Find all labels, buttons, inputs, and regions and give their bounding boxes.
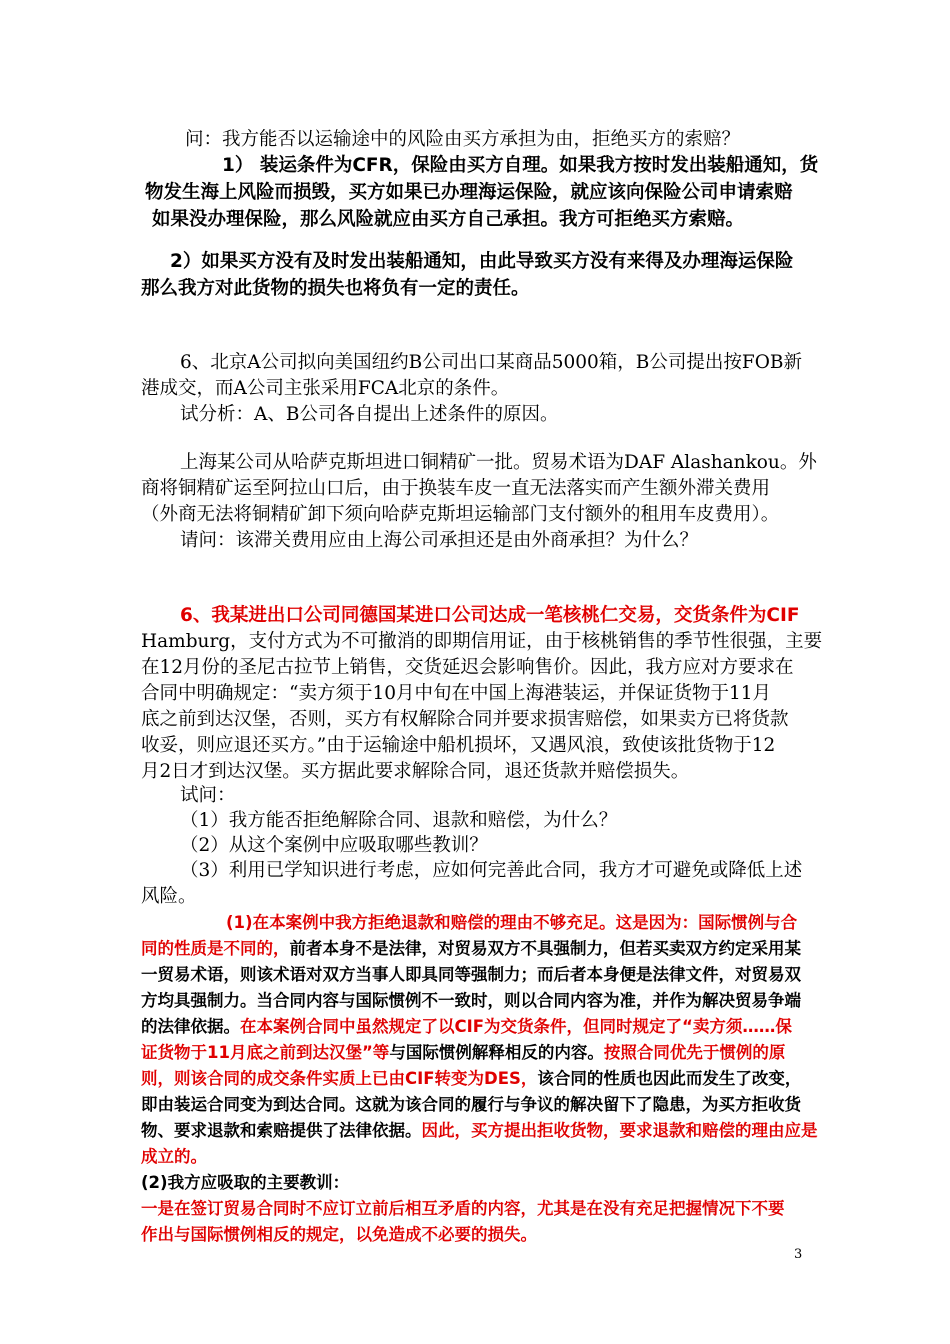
case-line: （1）我方能否拒绝解除合同、退款和赔偿，为什么？ <box>180 810 618 831</box>
answer-span: 按照合同优先于惯例的原 <box>603 1043 786 1062</box>
case-line: 在12月份的圣尼古拉节上销售，交货延迟会影响售价。因此，我方应对方要求在 <box>141 657 794 678</box>
case-line: 试问： <box>180 785 236 806</box>
case-line: （2）从这个案例中应吸取哪些教训？ <box>180 835 488 856</box>
case-line: 月2日才到达汉堡。买方据此要求解除合同，退还货款并赔偿损失。 <box>141 761 690 782</box>
answer-line: 成立的。 <box>141 1147 207 1166</box>
answer-span: 物、要求退款和索赔提供了法律依据。 <box>141 1121 422 1140</box>
question-line: 问：我方能否以运输途中的风险由买方承担为由，拒绝买方的索赔？ <box>185 129 741 150</box>
case-line: 试分析：A、B公司各自提出上述条件的原因。 <box>180 404 559 425</box>
case-line: （3）利用已学知识进行考虑，应如何完善此合同，我方才可避免或降低上述 <box>180 860 803 881</box>
answer-line: 方均具强制力。当合同内容与国际惯例不一致时，则以合同内容为准，并作为解决贸易争端 <box>141 991 801 1010</box>
case-line: （外商无法将铜精矿卸下须向哈萨克斯坦运输部门支付额外的租用车皮费用）。 <box>141 504 780 525</box>
case-line: 港成交，而A公司主张采用FCA北京的条件。 <box>141 378 510 399</box>
answer-span: 该合同的性质也因此而发生了改变， <box>537 1069 802 1088</box>
case-heading: 6、我某进出口公司同德国某进口公司达成一笔核桃仁交易，交货条件为CIF <box>180 605 800 626</box>
answer-line <box>141 1041 785 1065</box>
answer-line: (2)我方应吸取的主要教训： <box>141 1173 350 1192</box>
case-line: 风险。 <box>141 886 197 907</box>
answer-span: 前者本身不是法律，对贸易双方不具强制力，但若买卖双方约定采用某 <box>289 939 801 958</box>
answer-span: 的法律依据。 <box>141 1017 240 1036</box>
answer-line: 一是在签订贸易合同时不应订立前后相互矛盾的内容，尤其是在没有充足把握情况下不要 <box>141 1199 785 1218</box>
answer-line <box>141 1067 801 1091</box>
answer-span: 证货物于11月底之前到达汉堡”等 <box>141 1043 390 1062</box>
case-line: 商将铜精矿运至阿拉山口后，由于换装车皮一直无法落实而产生额外滞关费用 <box>141 478 771 499</box>
answer-span: 同的性质是不同的， <box>141 939 290 958</box>
answer-line: (1)在本案例中我方拒绝退款和赔偿的理由不够充足。这是因为：国际惯例与合 <box>226 913 798 932</box>
answer-span: 与国际惯例解释相反的内容。 <box>389 1043 604 1062</box>
case-line: 6、北京A公司拟向美国纽约B公司出口某商品5000箱，B公司提出按FOB新 <box>180 352 803 373</box>
answer-line: 作出与国际惯例相反的规定，以免造成不必要的损失。 <box>141 1225 537 1244</box>
answer-line: 那么我方对此货物的损失也将负有一定的责任。 <box>141 278 530 299</box>
answer-line <box>141 1119 818 1143</box>
answer-line <box>141 1015 792 1039</box>
answer-line: 即由装运合同变为到达合同。这就为该合同的履行与争议的解决留下了隐患，为买方拒收货 <box>141 1095 801 1114</box>
answer-line: 1） 装运条件为CFR，保险由买方自理。如果我方按时发出装船通知，货 <box>222 155 819 176</box>
case-line: 收妥，则应退还买方。”由于运输途中船机损坏，又遇风浪，致使该批货物于12 <box>141 735 776 756</box>
page-number: 3 <box>794 1247 803 1262</box>
case-line: 底之前到达汉堡，否则，买方有权解除合同并要求损害赔偿，如果卖方已将货款 <box>141 709 789 730</box>
case-line: 合同中明确规定：“卖方须于10月中旬在中国上海港装运，并保证货物于11月 <box>141 683 772 704</box>
case-line: 上海某公司从哈萨克斯坦进口铜精矿一批。贸易术语为DAF Alashankou。外 <box>180 452 817 473</box>
answer-span: 在本案例合同中虽然规定了以CIF为交货条件，但同时规定了“卖方须……保 <box>240 1017 792 1036</box>
answer-line: 一贸易术语，则该术语对双方当事人即具同等强制力；而后者本身便是法律文件，对贸易双 <box>141 965 801 984</box>
answer-line: 物发生海上风险而损毁，买方如果已办理海运保险，就应该向保险公司申请索赔 <box>145 182 793 203</box>
answer-line <box>141 937 801 961</box>
case-line: 请问：该滞关费用应由上海公司承担还是由外商承担？为什么？ <box>180 530 699 551</box>
answer-line: 2）如果买方没有及时发出装船通知，由此导致买方没有来得及办理海运保险 <box>170 251 794 272</box>
case-line: Hamburg，支付方式为不可撤消的即期信用证，由于核桃销售的季节性很强，主要 <box>141 631 823 652</box>
answer-span: 则，则该合同的成交条件实质上已由CIF转变为DES， <box>141 1069 538 1088</box>
answer-span: 因此，买方提出拒收货物，要求退款和赔偿的理由应是 <box>421 1121 818 1140</box>
answer-line: 如果没办理保险，那么风险就应由买方自己承担。我方可拒绝买方索赔。 <box>152 209 745 230</box>
